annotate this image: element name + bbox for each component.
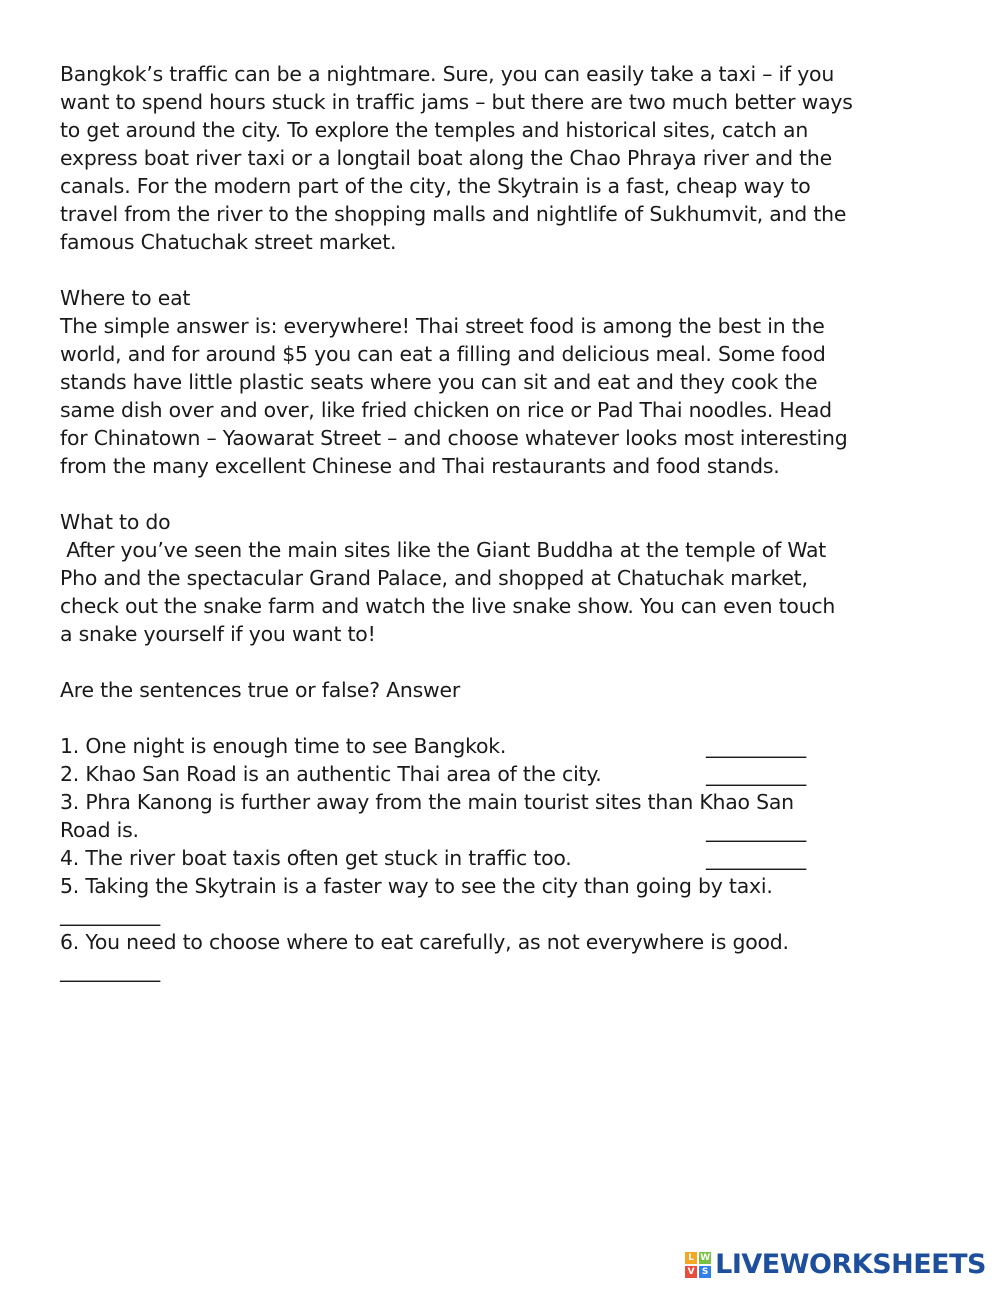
answer-blank[interactable]: __________ [706,846,806,870]
liveworksheets-logo [685,1249,986,1280]
where-to-eat-line: world, and for around $5 you can eat a filling and delicious meal. Some food [60,342,826,366]
question-item [60,788,940,844]
intro-line: Bangkok’s traffic can be a nightmare. Sure, you can easily take a taxi – if you [60,62,835,86]
what-to-do-line: check out the snake farm and watch the live snake show. You can even touch [60,594,836,618]
question-text: 2. Khao San Road is an authentic Thai area of the city. [60,762,602,786]
logo-tile: W [700,1252,711,1263]
answer-blank[interactable]: __________ [706,734,806,758]
where-to-eat-heading: Where to eat [60,286,191,310]
what-to-do-line: Pho and the spectacular Grand Palace, and shopped at Chatuchak market, [60,566,808,590]
logo-text: LIVEWORKSHEETS [715,1249,986,1280]
what-to-do-heading: What to do [60,510,171,534]
where-to-eat-line: stands have little plastic seats where you can sit and eat and they cook the [60,370,818,394]
answer-blank[interactable]: __________ [706,762,806,786]
where-to-eat-line: The simple answer is: everywhere! Thai street food is among the best in the [60,314,825,338]
question-text: 1. One night is enough time to see Bangkok. [60,734,507,758]
intro-line: canals. For the modern part of the city, the Skytrain is a fast, cheap way to [60,174,811,198]
logo-tile: S [699,1266,711,1278]
questions-list [60,732,940,984]
where-to-eat-paragraph [60,312,940,480]
question-text: 3. Phra Kanong is further away from the main tourist sites than Khao San [60,790,794,814]
intro-line: to get around the city. To explore the temples and historical sites, catch an [60,118,809,142]
logo-tile: V [685,1266,697,1278]
what-to-do-line: After you’ve seen the main sites like the Giant Buddha at the temple of Wat [60,538,827,562]
answer-blank[interactable]: __________ [706,818,806,842]
where-to-eat-line: from the many excellent Chinese and Thai restaurants and food stands. [60,454,780,478]
questions-instruction: Are the sentences true or false? Answer [60,678,461,702]
question-item [60,872,940,928]
intro-paragraph [60,60,940,256]
answer-blank[interactable]: __________ [60,958,160,982]
logo-tile: L [685,1252,697,1264]
question-text: 6. You need to choose where to eat carefully, as not everywhere is good. [60,930,789,954]
intro-line: want to spend hours stuck in traffic jams – but there are two much better ways [60,90,853,114]
where-to-eat-line: same dish over and over, like fried chicken on rice or Pad Thai noodles. Head [60,398,832,422]
intro-line: famous Chatuchak street market. [60,230,397,254]
what-to-do-paragraph [60,536,940,648]
answer-blank[interactable]: __________ [60,902,160,926]
question-item [60,760,940,788]
question-text: 5. Taking the Skytrain is a faster way to see the city than going by taxi. [60,874,773,898]
worksheet-page [60,60,940,984]
intro-line: express boat river taxi or a longtail boat along the Chao Phraya river and the [60,146,832,170]
where-to-eat-line: for Chinatown – Yaowarat Street – and choose whatever looks most interesting [60,426,848,450]
question-item [60,844,940,872]
question-item [60,928,940,984]
logo-icon [685,1252,711,1278]
question-text-continued: Road is. [60,818,139,842]
question-text: 4. The river boat taxis often get stuck in traffic too. [60,846,572,870]
intro-line: travel from the river to the shopping malls and nightlife of Sukhumvit, and the [60,202,847,226]
what-to-do-line: a snake yourself if you want to! [60,622,376,646]
question-item [60,732,940,760]
